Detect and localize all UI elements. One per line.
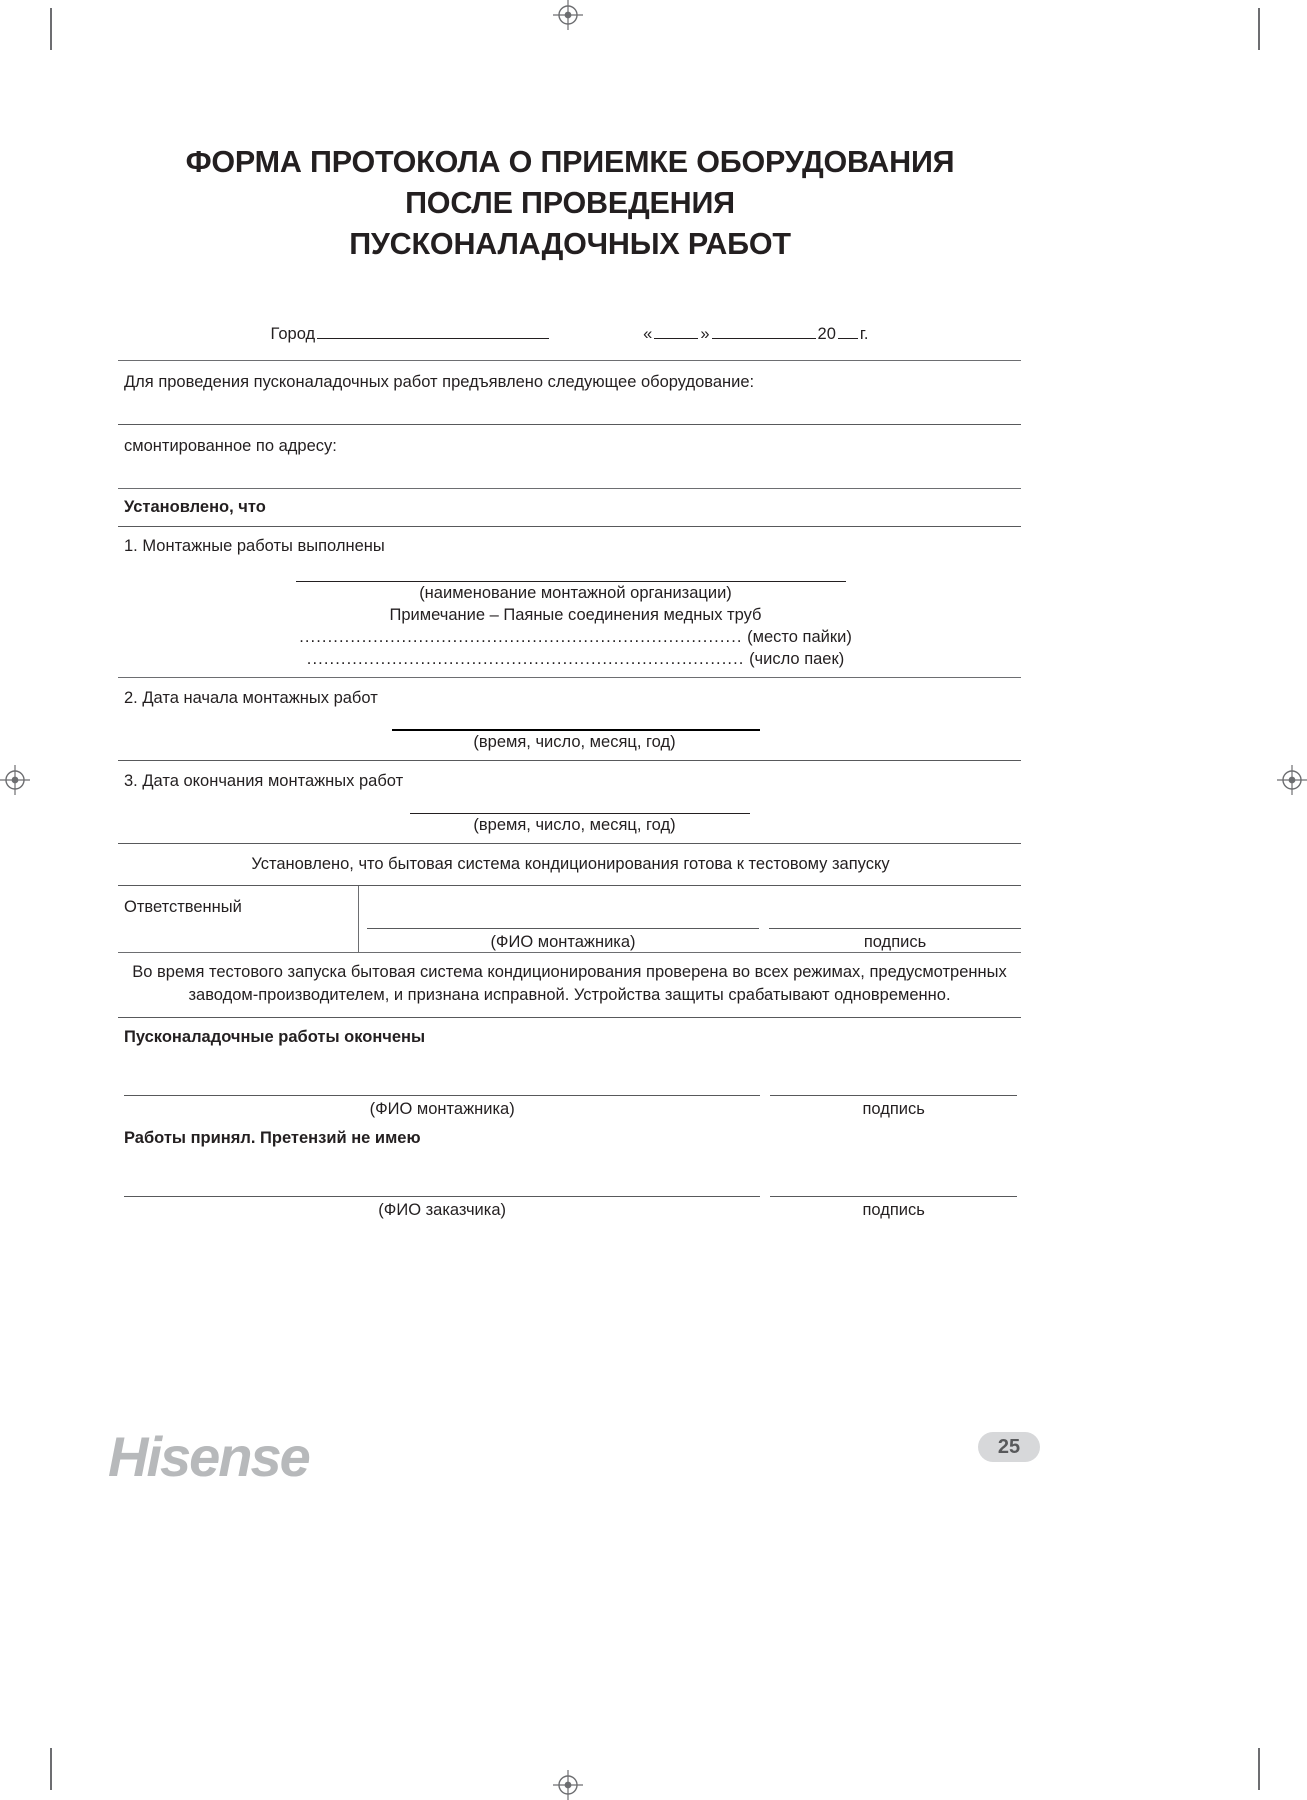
- customer-signature-row: [124, 1150, 1017, 1220]
- commissioning-name-caption: (ФИО монтажника): [369, 1100, 515, 1118]
- address-intro-text: смонтированное по адресу:: [124, 437, 337, 455]
- solder-place-line[interactable]: [134, 626, 1017, 648]
- installer-name-caption: (ФИО монтажника): [490, 933, 636, 951]
- year-input-line[interactable]: [838, 324, 858, 339]
- customer-signature-caption: подпись: [862, 1201, 925, 1219]
- commissioning-signature-caption: подпись: [862, 1100, 925, 1118]
- responsible-label: Ответственный: [124, 898, 242, 916]
- commissioning-done-row: [118, 1018, 1021, 1119]
- year-prefix: 20: [817, 325, 836, 343]
- accepted-heading: Работы принял. Претензий не имею: [124, 1129, 421, 1147]
- start-date-caption: (время, число, месяц, год): [473, 733, 676, 751]
- day-input-line[interactable]: [654, 324, 698, 339]
- established-heading-row: [118, 489, 1021, 526]
- customer-name-caption: (ФИО заказчика): [378, 1201, 507, 1219]
- installer-signature-field[interactable]: [769, 928, 1021, 952]
- item-3-row: [118, 761, 1021, 843]
- dotted-leader: ..............................................................................: [299, 628, 743, 646]
- city-input-line[interactable]: [317, 324, 549, 339]
- item-2-row: [118, 678, 1021, 760]
- year-suffix: г.: [859, 325, 869, 343]
- address-row[interactable]: [118, 425, 1021, 488]
- solder-count-line[interactable]: [134, 648, 1017, 675]
- equipment-intro-text: Для проведения пусконаладочных работ предъявлено следующее оборудование:: [124, 373, 755, 391]
- city-date-row: [118, 318, 1021, 360]
- test-paragraph-row: [118, 953, 1021, 1017]
- page-number-badge: 25: [978, 1432, 1040, 1462]
- end-date-caption: (время, число, месяц, год): [473, 816, 676, 834]
- responsible-label-cell: [118, 886, 359, 952]
- responsible-signature-cell: [359, 886, 1021, 952]
- commissioning-done-heading: Пусконаладочные работы окончены: [124, 1028, 426, 1046]
- page-title: [120, 142, 1020, 265]
- commissioning-signature-row: [124, 1049, 1017, 1119]
- title-line-2: ПОСЛЕ ПРОВЕДЕНИЯ: [405, 186, 735, 220]
- solder-count-caption: (число паек): [749, 650, 845, 668]
- established-heading: Установлено, что: [124, 498, 266, 516]
- item-1-text: 1. Монтажные работы выполнены: [124, 537, 385, 555]
- ready-statement-row: [118, 844, 1021, 885]
- solder-note-text: Примечание – Паяные соединения медных труб: [389, 606, 762, 624]
- solder-place-caption: (место пайки): [747, 628, 852, 646]
- customer-signature-field[interactable]: [770, 1196, 1017, 1220]
- ready-statement-text: Установлено, что бытовая система кондиционирования готова к тестовому запуску: [251, 855, 890, 873]
- accepted-row: [118, 1119, 1021, 1220]
- item-1-row: [118, 527, 1021, 677]
- equipment-row[interactable]: [118, 361, 1021, 424]
- title-line-3: ПУСКОНАЛАДОЧНЫХ РАБОТ: [349, 227, 791, 261]
- test-paragraph-text: Во время тестового запуска бытовая система кондиционирования проверена во всех режимах, предусмотренных заводом-производителем, и признана исправной. Устройства защиты срабатывают одновременно.: [132, 963, 1007, 1004]
- organization-caption: (наименование монтажной организации): [419, 584, 732, 602]
- commissioning-signature-field[interactable]: [770, 1095, 1017, 1119]
- protocol-form: [118, 318, 1021, 1220]
- dotted-leader: .............................................................................: [306, 650, 745, 668]
- item-2-text: 2. Дата начала монтажных работ: [124, 689, 378, 707]
- responsible-table-row: [118, 886, 1021, 952]
- item-3-text: 3. Дата окончания монтажных работ: [124, 772, 404, 790]
- installer-signature-caption: подпись: [863, 933, 927, 951]
- title-line-1: ФОРМА ПРОТОКОЛА О ПРИЕМКЕ ОБОРУДОВАНИЯ: [185, 145, 955, 179]
- commissioning-name-field[interactable]: [124, 1095, 760, 1119]
- customer-name-field[interactable]: [124, 1196, 760, 1220]
- date-quote-close: »: [700, 325, 710, 343]
- hisense-logo: Hisense: [108, 1425, 309, 1488]
- date-quote-open: «: [643, 325, 653, 343]
- month-input-line[interactable]: [712, 324, 816, 339]
- installer-name-field[interactable]: [367, 928, 759, 952]
- city-label: Город: [270, 325, 316, 343]
